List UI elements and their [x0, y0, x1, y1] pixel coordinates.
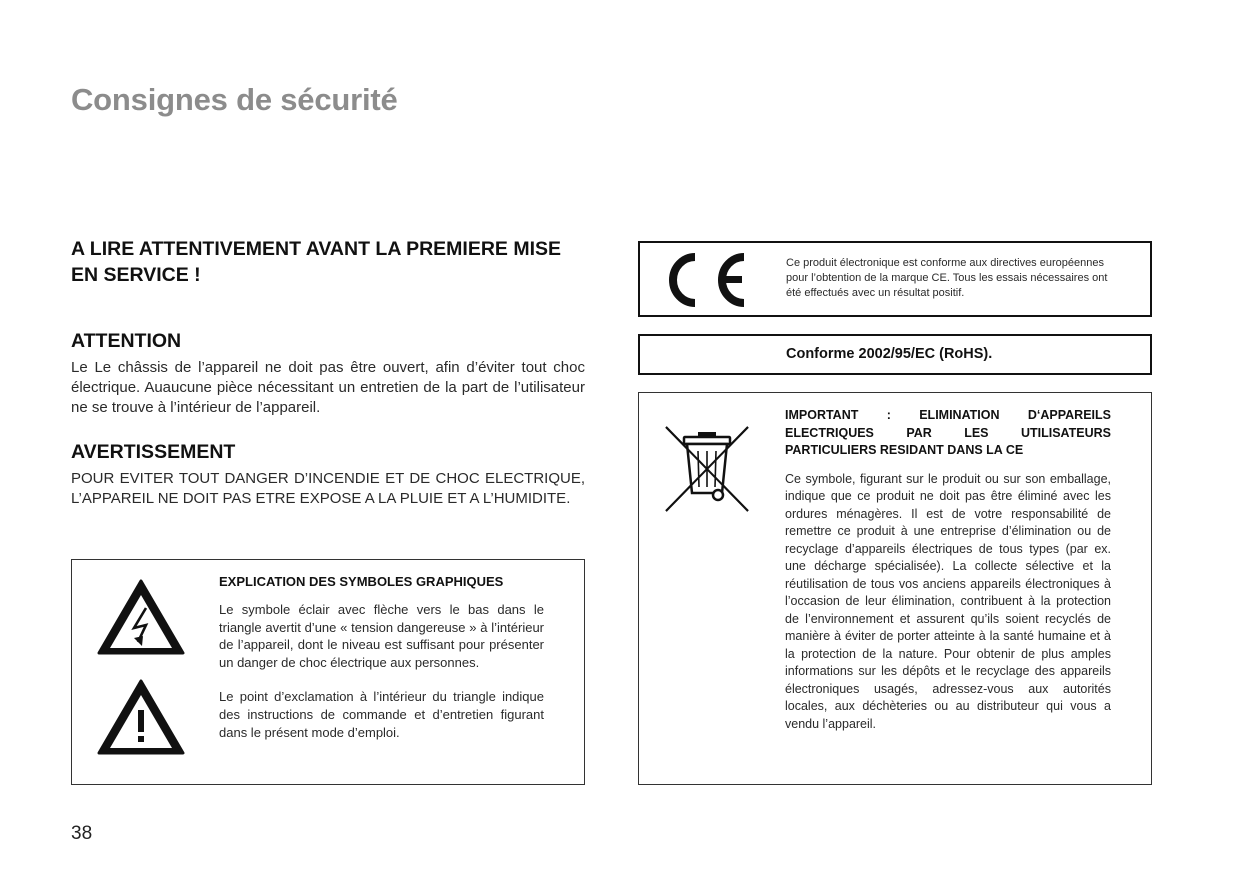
ce-text: Ce produit électronique est conforme aux directives européennes pour l’obtention de la marque CE. Tous les essais nécessaires ont été effectués avec un résultat positif.: [786, 257, 1108, 300]
page-title: Consignes de sécurité: [71, 82, 398, 117]
exclamation-description: Le point d’exclamation à l’intérieur du triangle indique des instructions de commande et d’entretien figurant dans le présent mode d’emploi.: [219, 689, 544, 740]
intro-heading: A LIRE ATTENTIVEMENT AVANT LA PREMIERE MISE EN SERVICE !: [71, 238, 562, 286]
symbols-explanation-box: [71, 559, 585, 785]
page-number: 38: [71, 823, 93, 844]
rohs-text: Conforme 2002/95/EC (RoHS).: [786, 346, 993, 362]
weee-heading: IMPORTANT : ELIMINATION D‘APPAREILS ELECTRIQUES PAR LES UTILISATEURS PARTICULIERS RESIDANT DANS LA CE: [785, 408, 1111, 457]
lightning-warning-icon: [96, 578, 186, 656]
weee-disposal-box: [638, 392, 1152, 785]
lightning-description: Le symbole éclair avec flèche vers le bas dans le triangle avertit d’une « tension dangereuse » à l’intérieur de l’appareil, dont le niveau est suffisant pour présenter un danger de choc électrique aux personnes.: [219, 602, 544, 670]
exclamation-warning-icon: [96, 678, 186, 756]
avertissement-heading: AVERTISSEMENT: [71, 441, 236, 463]
attention-heading: ATTENTION: [71, 330, 182, 352]
symbols-text-block: [219, 574, 544, 741]
weee-text: Ce symbole, figurant sur le produit ou sur son emballage, indique que ce produit ne doit pas être éliminé avec les ordures ménagères. Il est de votre responsabilité de remettre ce produit à une entreprise d’élimination ou de recyclage d’appareils électriques de tous types (par ex. une décharge spécialisée). La collecte sélective et la réutilisation de tous vos anciens appareils électroniques à l’occasion de leur élimination, contribuent à la protection de l’environnement et assurent qu’ils soient recyclés de manière à éviter de porter atteinte à la santé humaine et à la protection de la nature. Pour obtenir de plus amples informations sur les dépôts et le recyclage des appareils électroniques usagés, adressez-vous aux autorités locales, aux déchèteries ou au distributeur qui vous a vendu l’appareil.: [785, 471, 1111, 731]
right-column: [638, 241, 1152, 785]
crossed-bin-icon: [662, 423, 752, 515]
left-column: [71, 236, 585, 509]
ce-conformity-box: [638, 241, 1152, 317]
symbols-heading: EXPLICATION DES SYMBOLES GRAPHIQUES: [219, 574, 504, 589]
rohs-box: [638, 334, 1152, 375]
avertissement-text: POUR EVITER TOUT DANGER D’INCENDIE ET DE CHOC ELECTRIQUE, L’APPAREIL NE DOIT PAS ETRE EXPOSE A LA PLUIE ET A L’HUMIDITE.: [71, 470, 585, 507]
ce-mark-icon: [668, 252, 750, 308]
weee-text-block: [785, 407, 1111, 733]
attention-text: Le Le châssis de l’appareil ne doit pas être ouvert, afin d’éviter tout choc électrique. Auaucune pièce nécessitant un entretien de la part de l’utilisateur ne se trouve à l’intérieur de l’appareil.: [71, 359, 585, 416]
